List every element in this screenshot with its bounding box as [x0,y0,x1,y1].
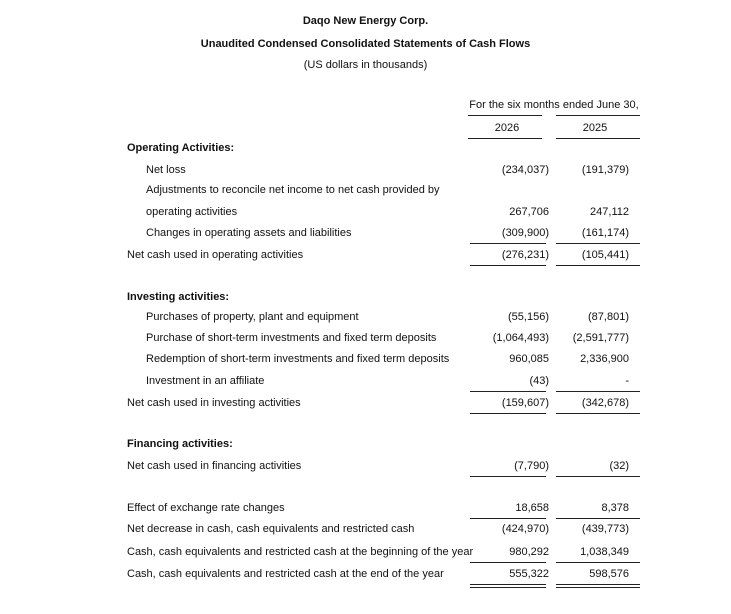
subtotal-rule [556,562,640,563]
value-2025: (342,678) [581,397,629,409]
year-rule-2026 [468,138,542,139]
value-2025: (105,441) [581,249,629,261]
row-label: Net cash used in investing activities [127,397,301,409]
value-2025: 2,336,900 [580,353,629,365]
value-2025: 247,112 [590,206,629,218]
row-label: Investment in an affiliate [146,375,265,387]
value-2026: 18,658 [515,502,549,514]
investing-heading: Investing activities: [127,291,230,303]
value-2025: (439,773) [581,523,629,535]
value-2025: 1,038,349 [580,546,629,558]
row-label: Cash, cash equivalents and restricted cash at the end of the year [127,568,444,580]
subtotal-rule [556,518,640,519]
value-2026: (43) [529,375,549,387]
subtotal-rule [470,391,546,392]
subtotal-rule [470,518,546,519]
value-2026: (55,156) [508,311,549,323]
value-2026: (159,607) [501,397,549,409]
value-2025: (161,174) [581,227,629,239]
total-rule [556,413,640,414]
statement-title: Unaudited Condensed Consolidated Statements of Cash Flows [200,38,531,50]
value-2025: (87,801) [588,311,629,323]
value-2026: (276,231) [501,249,549,261]
year-header-2025: 2025 [582,122,608,134]
operating-heading: Operating Activities: [127,142,235,154]
row-label: Purchases of property, plant and equipment [146,311,359,323]
total-rule [470,413,546,414]
period-header: For the six months ended June 30, [469,99,639,111]
row-label: Net cash used in operating activities [127,249,304,261]
subtotal-rule [470,243,546,244]
value-2025: (2,591,777) [572,332,629,344]
double-underline [556,584,640,588]
subtotal-rule [470,562,546,563]
row-label: Changes in operating assets and liabilities [146,227,352,239]
value-2026: (1,064,493) [492,332,549,344]
row-label: Net loss [146,164,186,176]
row-label: Redemption of short-term investments and fixed term deposits [146,353,450,365]
row-label: operating activities [146,206,238,218]
subtotal-rule [556,391,640,392]
row-label: Cash, cash equivalents and restricted cash at the beginning of the year [127,546,474,558]
value-2026: 960,085 [509,353,549,365]
value-2025: - [625,375,629,387]
header-rule-2025 [556,115,640,116]
value-2025: (32) [609,460,629,472]
value-2026: 267,706 [509,206,549,218]
row-label: Effect of exchange rate changes [127,502,285,514]
header-rule-2026 [468,115,542,116]
year-rule-2025 [556,138,640,139]
company-name: Daqo New Energy Corp. [302,15,429,27]
year-header-2026: 2026 [494,122,520,134]
value-2026: (424,970) [501,523,549,535]
row-label: Purchase of short-term investments and fixed term deposits [146,332,437,344]
value-2026: (309,900) [501,227,549,239]
row-label: Net decrease in cash, cash equivalents and restricted cash [127,523,415,535]
total-rule [556,265,640,266]
row-label: Net cash used in financing activities [127,460,302,472]
subtotal-rule [556,243,640,244]
units-note: (US dollars in thousands) [303,59,428,71]
value-2025: 8,378 [601,502,629,514]
value-2026: (234,037) [501,164,549,176]
value-2025: 598,576 [589,568,629,580]
value-2026: 555,322 [509,568,549,580]
total-rule [470,476,546,477]
financing-heading: Financing activities: [127,438,233,450]
value-2026: (7,790) [514,460,549,472]
row-label: Adjustments to reconcile net income to net cash provided by [146,184,440,196]
double-underline [470,584,546,588]
value-2026: 980,292 [509,546,549,558]
value-2025: (191,379) [581,164,629,176]
total-rule [470,265,546,266]
total-rule [556,476,640,477]
